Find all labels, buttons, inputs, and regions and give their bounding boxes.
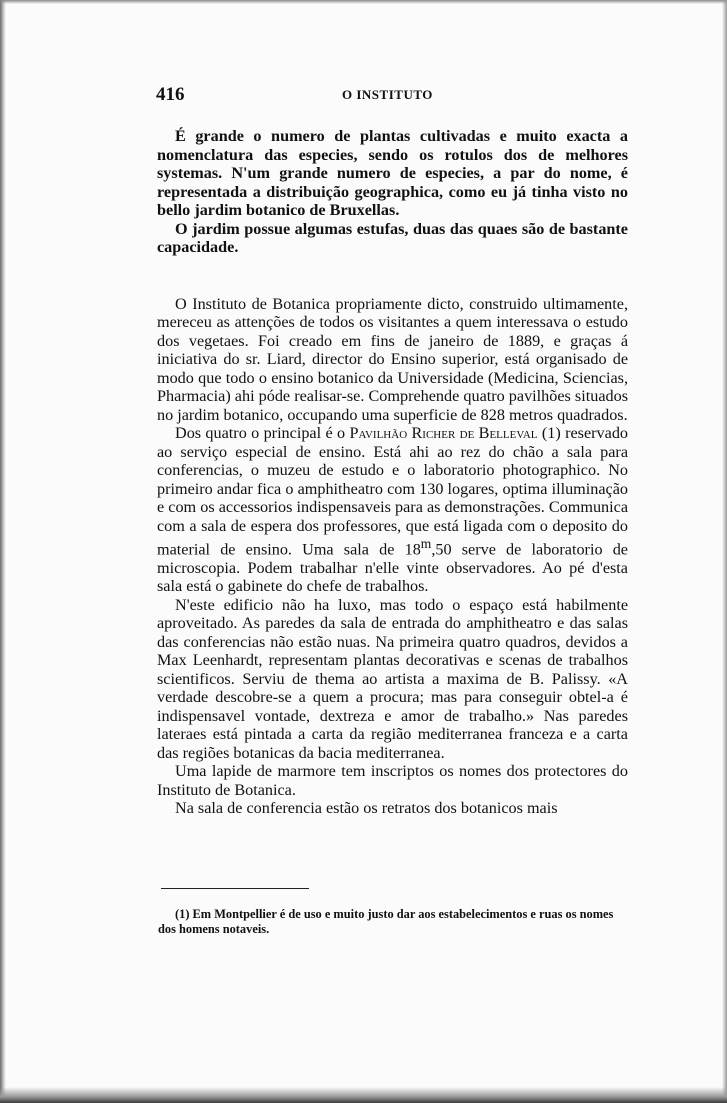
pavilhao-text-end: ,50 serve de laboratorio de microscopia. Podem trabalhar n'elle vinte observadores. Ao pé d'esta sala está o gabinete do chefe de trabalhos. <box>157 540 628 596</box>
paragraph-lapide: Uma lapide de marmore tem inscriptos os nomes dos protectores do Instituto de Botanica. <box>157 762 628 799</box>
pavilhao-text-middle: (1) reservado ao serviço especial de ensino. Está ahi ao rez do chão a sala para conferencias, o muzeu de estudo e o laboratorio photographico. No primeiro andar fica o amphitheatro com 130 logares, optima illuminação e com os accessorios indispensaveis para as demonstrações. Communica com a sala de espera dos professores, que está ligada com o deposito do material de ensino. Uma sala de 18 <box>157 424 629 559</box>
metre-superscript: m <box>420 536 432 551</box>
pavilhao-name: Pavilhão Richer de Belleval <box>349 424 538 442</box>
footnote-rule <box>161 888 309 889</box>
paragraph-edificio: N'este edificio não ha luxo, mas todo o espaço está habilmente aproveitado. As paredes da sala de entrada do amphitheatro e das salas das conferencias não estão nuas. Na primeira quatro quadros, devidos a Max Leenhardt, representam plantas decorativas e scenas de trabalhos scientificos. Serviu de thema ao artista a maxima de B. Palissy. «A verdade descobre-se a quem a procura; mas para conseguir obtel-a é indispensavel vontade, dextreza e amor de trabalho.» Nas paredes lateraes está pintada a carta da região mediterranea franceza e a carta das regiões botanicas da bacia mediterranea. <box>157 595 628 762</box>
footnote: (1) Em Montpellier é de uso e muito justo dar aos estabelecimentos e ruas os nomes dos homens notaveis. <box>158 907 614 936</box>
paragraph-pavilhao <box>157 424 628 596</box>
page-edge-shadow-bottom <box>0 1087 727 1103</box>
paragraph-instituto: O Instituto de Botanica propriamente dicto, construido ultimamente, mereceu as attenções de todos os visitantes a quem interessava o estudo dos vegetaes. Foi creado em fins de janeiro de 1889, e graças á iniciativa do sr. Liard, director do Ensino superior, está organisado de modo que todo o ensino botanico da Universidade (Medicina, Sciencias, Pharmacia) ahi póde realisar-se. Comprehende quatro pavilhões situados no jardim botanico, occupando uma superficie de 828 metros quadrados. <box>157 294 628 424</box>
page-number: 416 <box>156 84 185 105</box>
paragraph-estufas: O jardim possue algumas estufas, duas das quaes são de bastante capacidade. <box>157 219 628 256</box>
main-text <box>157 127 628 818</box>
page-edge-shadow-left <box>0 0 6 1103</box>
page-edge-shadow-right <box>722 0 727 1103</box>
paragraph-nomenclature: É grande o numero de plantas cultivadas e muito exacta a nomenclatura das especies, sendo os rotulos dos de melhores systemas. N'um grande numero de especies, a par do nome, é representada a distribuição geographica, como eu já tinha visto no bello jardim botanico de Bruxellas. <box>157 127 628 219</box>
page-header <box>156 84 626 108</box>
running-head: O INSTITUTO <box>342 87 433 102</box>
paragraph-retratos: Na sala de conferencia estão os retratos dos botanicos mais <box>175 799 558 818</box>
page-edge-shadow-top <box>0 0 727 4</box>
section-gap <box>157 257 628 295</box>
pavilhao-text-start: Dos quatro o principal é o <box>175 424 350 442</box>
